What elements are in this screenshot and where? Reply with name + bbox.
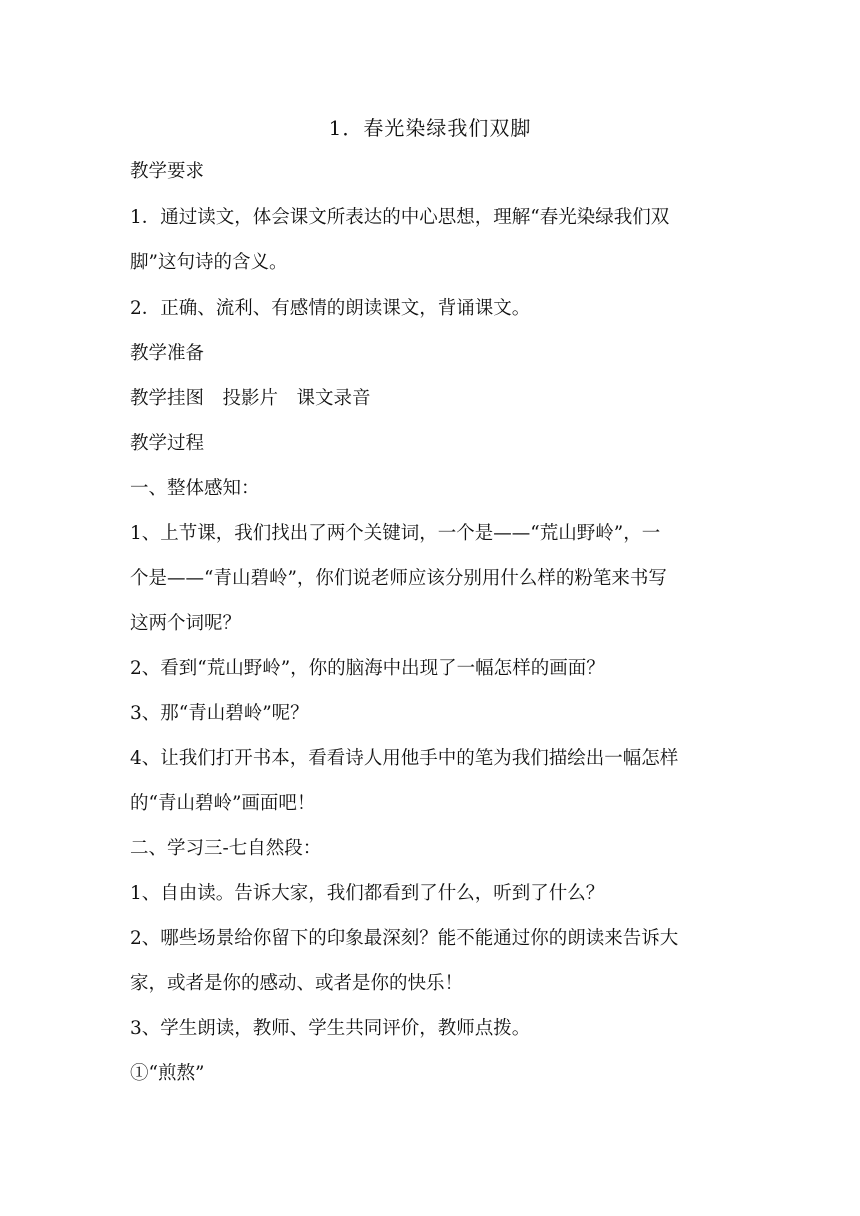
heading-teaching-preparation: 教学准备 [130, 343, 205, 364]
document-title: 1．春光染绿我们双脚 [328, 116, 532, 140]
section-1-heading: 一、整体感知： [130, 478, 260, 499]
step-4-line-2: 的“青山碧岭”画面吧！ [130, 793, 316, 814]
section-2-step-2-line-1: 2、哪些场景给你留下的印象最深刻？能不能通过你的朗读来告诉大 [130, 928, 679, 949]
section-2-heading: 二、学习三-七自然段： [130, 838, 322, 859]
step-4-line-1: 4、让我们打开书本，看看诗人用他手中的笔为我们描绘出一幅怎样 [130, 748, 679, 769]
preparation-items: 教学挂图 投影片 课文录音 [130, 388, 371, 409]
step-1-line-2: 个是——“青山碧岭”，你们说老师应该分别用什么样的粉笔来书写 [130, 568, 667, 589]
step-3: 3、那“青山碧岭”呢？ [130, 703, 309, 724]
heading-teaching-requirements: 教学要求 [130, 161, 205, 182]
step-2: 2、看到“荒山野岭”，你的脑海中出现了一幅怎样的画面？ [130, 658, 605, 679]
requirement-1-line-1: 1．通过读文，体会课文所表达的中心思想，理解“春光染绿我们双 [130, 207, 670, 228]
requirement-2: 2．正确、流利、有感情的朗读课文，背诵课文。 [130, 298, 531, 319]
section-2-step-2-line-2: 家，或者是你的感动、或者是你的快乐！ [130, 973, 464, 994]
section-2-step-3: 3、学生朗读，教师、学生共同评价，教师点拨。 [130, 1018, 531, 1039]
section-2-step-1: 1、自由读。告诉大家，我们都看到了什么，听到了什么？ [130, 883, 605, 904]
heading-teaching-process: 教学过程 [130, 433, 205, 454]
sub-item-1: ①“煎熬” [130, 1063, 205, 1084]
step-1-line-1: 1、上节课，我们找出了两个关键词，一个是——“荒山野岭”，一 [130, 523, 661, 544]
step-1-line-3: 这两个词呢？ [130, 613, 242, 634]
requirement-1-line-2: 脚”这句诗的含义。 [130, 252, 288, 273]
